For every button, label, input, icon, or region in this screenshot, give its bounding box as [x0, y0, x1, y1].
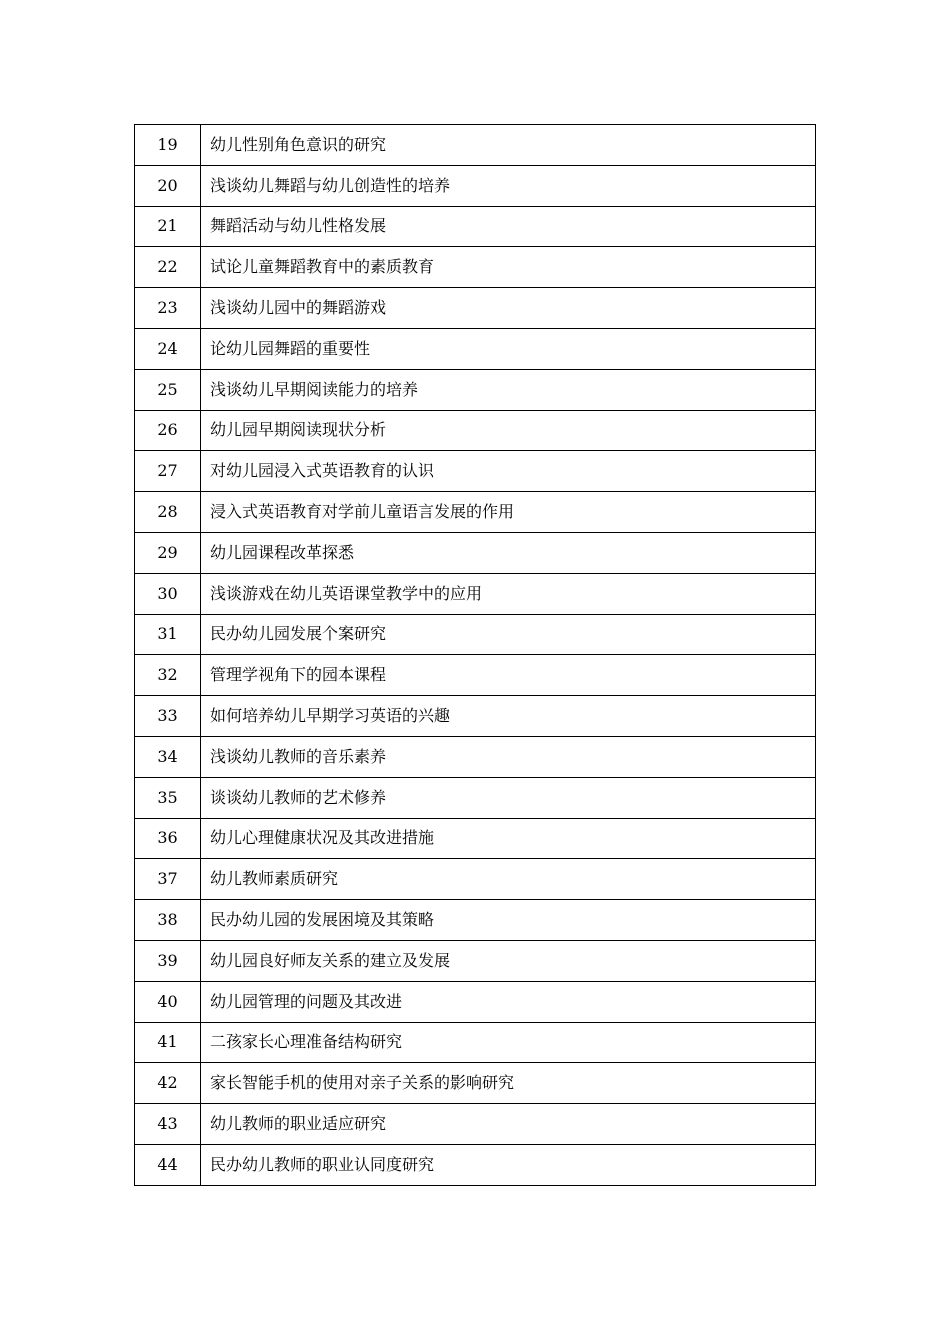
table-row [135, 818, 816, 859]
table-row [135, 573, 816, 614]
row-number: 37 [135, 859, 201, 900]
table-row [135, 614, 816, 655]
table-row [135, 247, 816, 288]
topic-title: 浅谈幼儿舞蹈与幼儿创造性的培养 [201, 165, 816, 206]
topic-title: 幼儿园管理的问题及其改进 [201, 981, 816, 1022]
topic-title: 如何培养幼儿早期学习英语的兴趣 [201, 696, 816, 737]
row-number: 25 [135, 369, 201, 410]
row-number: 44 [135, 1144, 201, 1185]
table-row [135, 492, 816, 533]
row-number: 23 [135, 288, 201, 329]
topic-title: 浅谈幼儿教师的音乐素养 [201, 736, 816, 777]
table-row [135, 777, 816, 818]
topic-title: 民办幼儿园的发展困境及其策略 [201, 900, 816, 941]
topic-title: 幼儿园早期阅读现状分析 [201, 410, 816, 451]
topic-table-body [135, 125, 816, 1186]
topic-title: 家长智能手机的使用对亲子关系的影响研究 [201, 1063, 816, 1104]
row-number: 42 [135, 1063, 201, 1104]
row-number: 43 [135, 1104, 201, 1145]
topic-title: 二孩家长心理准备结构研究 [201, 1022, 816, 1063]
table-row [135, 900, 816, 941]
table-row [135, 736, 816, 777]
row-number: 19 [135, 125, 201, 166]
table-row [135, 165, 816, 206]
row-number: 29 [135, 532, 201, 573]
topic-title: 幼儿教师的职业适应研究 [201, 1104, 816, 1145]
table-row [135, 1063, 816, 1104]
topic-title: 浸入式英语教育对学前儿童语言发展的作用 [201, 492, 816, 533]
topic-title: 幼儿心理健康状况及其改进措施 [201, 818, 816, 859]
row-number: 39 [135, 940, 201, 981]
row-number: 24 [135, 328, 201, 369]
table-row [135, 451, 816, 492]
table-row [135, 125, 816, 166]
table-row [135, 940, 816, 981]
row-number: 20 [135, 165, 201, 206]
topic-title: 幼儿园课程改革探悉 [201, 532, 816, 573]
table-row [135, 410, 816, 451]
row-number: 30 [135, 573, 201, 614]
row-number: 38 [135, 900, 201, 941]
topic-table [134, 124, 816, 1186]
table-row [135, 1022, 816, 1063]
table-row [135, 859, 816, 900]
row-number: 34 [135, 736, 201, 777]
table-row [135, 369, 816, 410]
row-number: 33 [135, 696, 201, 737]
table-row [135, 981, 816, 1022]
table-row [135, 696, 816, 737]
row-number: 26 [135, 410, 201, 451]
topic-title: 民办幼儿教师的职业认同度研究 [201, 1144, 816, 1185]
table-row [135, 532, 816, 573]
row-number: 28 [135, 492, 201, 533]
row-number: 27 [135, 451, 201, 492]
row-number: 32 [135, 655, 201, 696]
topic-title: 舞蹈活动与幼儿性格发展 [201, 206, 816, 247]
topic-title: 幼儿园良好师友关系的建立及发展 [201, 940, 816, 981]
row-number: 21 [135, 206, 201, 247]
row-number: 31 [135, 614, 201, 655]
row-number: 40 [135, 981, 201, 1022]
table-row [135, 206, 816, 247]
topic-title: 民办幼儿园发展个案研究 [201, 614, 816, 655]
topic-title: 管理学视角下的园本课程 [201, 655, 816, 696]
row-number: 22 [135, 247, 201, 288]
topic-title: 幼儿性别角色意识的研究 [201, 125, 816, 166]
topic-title: 论幼儿园舞蹈的重要性 [201, 328, 816, 369]
row-number: 36 [135, 818, 201, 859]
row-number: 41 [135, 1022, 201, 1063]
topic-title: 试论儿童舞蹈教育中的素质教育 [201, 247, 816, 288]
topic-title: 浅谈幼儿早期阅读能力的培养 [201, 369, 816, 410]
table-row [135, 288, 816, 329]
row-number: 35 [135, 777, 201, 818]
topic-title: 浅谈幼儿园中的舞蹈游戏 [201, 288, 816, 329]
topic-title: 对幼儿园浸入式英语教育的认识 [201, 451, 816, 492]
table-row [135, 655, 816, 696]
table-row [135, 328, 816, 369]
table-row [135, 1144, 816, 1185]
topic-title: 谈谈幼儿教师的艺术修养 [201, 777, 816, 818]
table-row [135, 1104, 816, 1145]
topic-title: 浅谈游戏在幼儿英语课堂教学中的应用 [201, 573, 816, 614]
topic-title: 幼儿教师素质研究 [201, 859, 816, 900]
